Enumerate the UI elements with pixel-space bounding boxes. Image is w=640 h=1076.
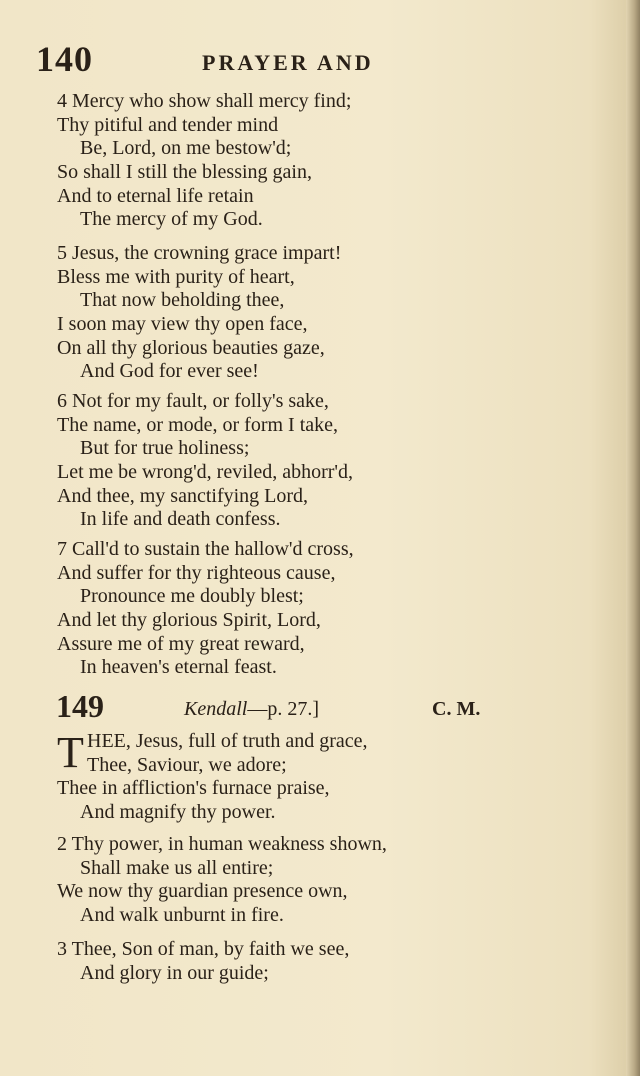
page-header [36, 38, 416, 82]
verse-line: Thee, Saviour, we adore; [87, 753, 287, 776]
verse-line: 3 Thee, Son of man, by faith we see, [57, 938, 350, 960]
verse-7 [57, 538, 517, 680]
page-edge [626, 0, 640, 1076]
verse-line: We now thy guardian presence own, [57, 880, 348, 903]
verse-line: In life and death confess. [80, 508, 281, 531]
verse-line [57, 730, 517, 754]
hymn-stanza-2 [57, 833, 517, 928]
verse-line: And God for ever see! [80, 360, 259, 383]
hymn-number: 149 [56, 688, 104, 724]
first-word: HEE [87, 730, 126, 752]
verse-line: Thy pitiful and tender mind [57, 113, 279, 136]
verse-line: Assure me of my great reward, [57, 632, 305, 655]
hymn-heading [56, 688, 496, 724]
verse-line: 5 Jesus, the crowning grace impart! [57, 242, 342, 264]
drop-cap: T [57, 728, 84, 777]
verse-4 [57, 90, 517, 232]
verse-line: 7 Call'd to sustain the hallow'd cross, [57, 538, 354, 560]
verse-6 [57, 390, 517, 532]
verse-line: And to eternal life retain [57, 184, 254, 207]
verse-line: That now beholding thee, [80, 289, 285, 312]
hymn-stanza-1 [57, 730, 517, 825]
verse-line: Shall make us all entire; [80, 856, 274, 879]
running-title: PRAYER AND [202, 50, 374, 75]
verse-line: 4 Mercy who show shall mercy find; [57, 90, 352, 112]
verse-line: The mercy of my God. [80, 208, 263, 231]
verse-line: The name, or mode, or form I take, [57, 413, 339, 436]
tune-name: Kendall [184, 698, 248, 720]
verse-line: On all thy glorious beauties gaze, [57, 336, 325, 359]
verse-line: And glory in our guide; [80, 961, 269, 984]
hymn-stanza-3 [57, 938, 517, 985]
verse-line: So shall I still the blessing gain, [57, 161, 312, 184]
verse-line: I soon may view thy open face, [57, 313, 308, 336]
verse-line: And suffer for thy righteous cause, [57, 561, 336, 584]
verse-line: In heaven's eternal feast. [80, 656, 277, 679]
tune-reference [184, 698, 319, 721]
verse-line: And let thy glorious Spirit, Lord, [57, 609, 321, 632]
verse-line: Let me be wrong'd, reviled, abhorr'd, [57, 461, 353, 484]
verse-5 [57, 242, 517, 384]
verse-line: Thee in affliction's furnace praise, [57, 777, 330, 800]
verse-line: 2 Thy power, in human weakness shown, [57, 833, 387, 855]
verse-line: But for true holiness; [80, 437, 250, 460]
verse-line: Be, Lord, on me bestow'd; [80, 137, 292, 160]
tune-page: —p. 27.] [247, 698, 320, 720]
verse-line: Bless me with purity of heart, [57, 265, 295, 288]
first-line-rest: , Jesus, full of truth and grace, [125, 730, 368, 752]
verse-line: And magnify thy power. [80, 801, 276, 824]
page-number: 140 [36, 39, 93, 79]
verse-line: Pronounce me doubly blest; [80, 585, 304, 608]
verse-line: And thee, my sanctifying Lord, [57, 484, 309, 507]
hymn-meter: C. M. [432, 698, 481, 720]
verse-line: And walk unburnt in fire. [80, 904, 284, 927]
verse-line: 6 Not for my fault, or folly's sake, [57, 390, 329, 412]
